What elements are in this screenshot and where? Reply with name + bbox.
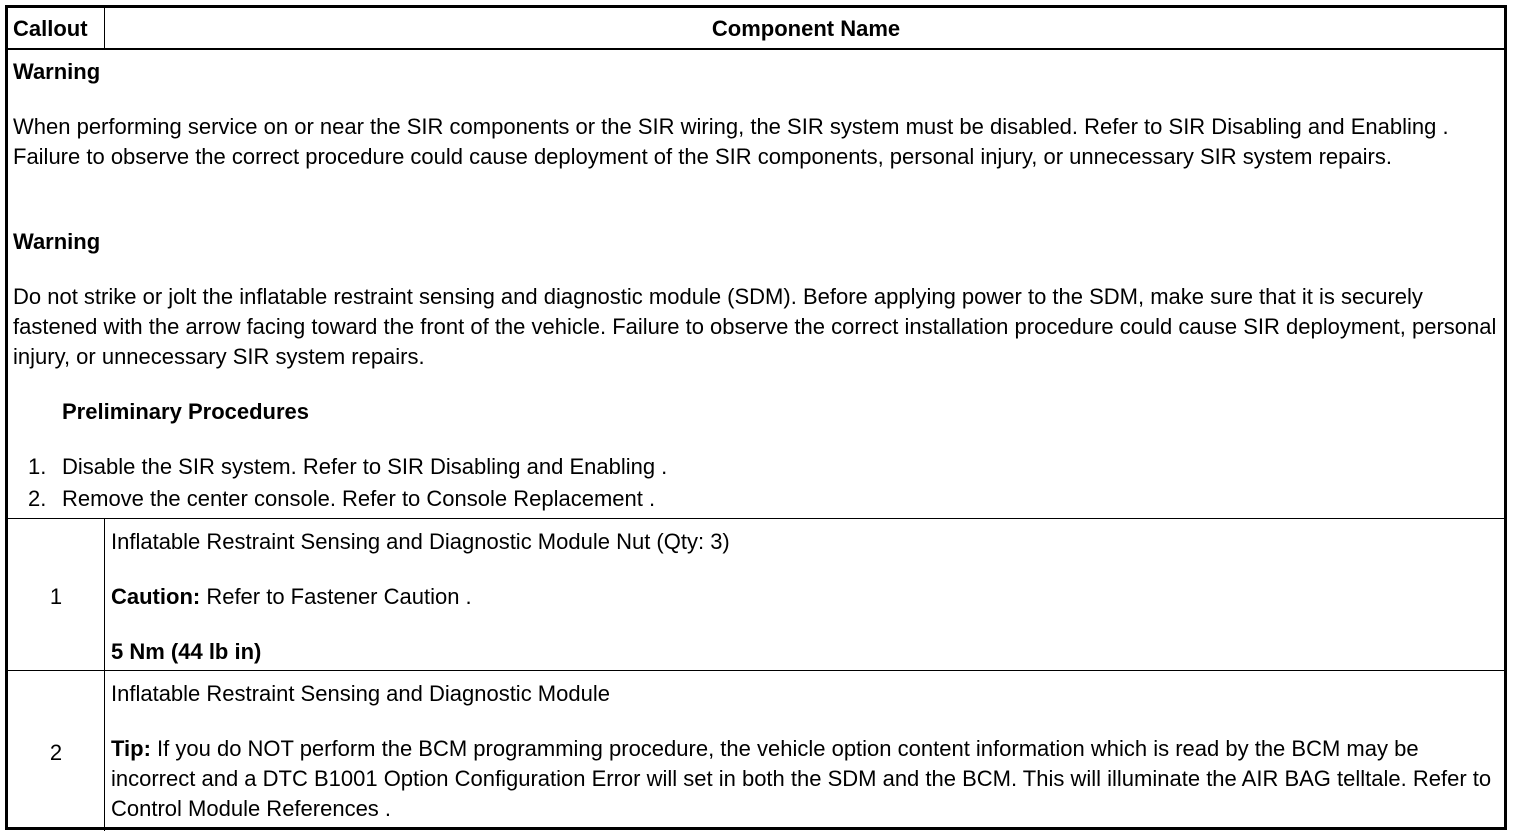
caution-text: Refer to Fastener Caution . (200, 584, 472, 609)
header-divider (104, 8, 105, 48)
header-bottom-line (8, 48, 1504, 50)
component-table (5, 5, 1507, 830)
step-number: 1. (28, 454, 47, 479)
header-component-name: Component Name (711, 16, 901, 41)
row-2-callout: 2 (49, 740, 63, 765)
step-number: 2. (28, 486, 47, 511)
tip-label: Tip: (111, 736, 151, 761)
row-1-component-name: Inflatable Restraint Sensing and Diagnostic Module Nut (Qty: 3) (111, 529, 730, 554)
tip-text: If you do NOT perform the BCM programming procedure, the vehicle option content information which is read by the BCM may be incorrect and a DTC B1001 Option Configuration Error will set in both the SDM and the BCM. This will illuminate the AIR BAG telltale. Refer to Control Module References . (111, 736, 1492, 821)
row-1-torque: 5 Nm (44 lb in) (111, 639, 262, 664)
row-2-tip (111, 734, 1506, 824)
warning-1-text: When performing service on or near the SIR components or the SIR wiring, the SIR system must be disabled. Refer to SIR Disabling and Enabling . Failure to observe the correct procedure could cause deployment of the SIR components, personal injury, or unnecessary SIR system repairs. (13, 114, 1449, 169)
warning-2-title: Warning (13, 229, 101, 254)
row-2-component-name: Inflatable Restraint Sensing and Diagnostic Module (111, 681, 610, 706)
warning-1-title: Warning (13, 59, 101, 84)
step-text: Remove the center console. Refer to Console Replacement . (62, 486, 656, 511)
preliminary-procedures-title: Preliminary Procedures (62, 399, 310, 424)
step-text: Disable the SIR system. Refer to SIR Disabling and Enabling . (62, 454, 668, 479)
row-1-callout: 1 (49, 584, 63, 609)
row-1-bottom-line (8, 670, 1504, 671)
row-2-divider (104, 671, 105, 831)
warning-2-text: Do not strike or jolt the inflatable restraint sensing and diagnostic module (SDM). Before applying power to the SDM, make sure that it is securely fastened with the arrow facing toward the front of the vehicle. Failure to observe the correct installation procedure could cause SIR deployment, personal injury, or unnecessary SIR system repairs. (13, 284, 1497, 369)
notes-bottom-line (8, 518, 1504, 519)
header-callout: Callout (13, 16, 88, 41)
caution-label: Caution: (111, 584, 201, 609)
row-1-caution (111, 582, 472, 612)
row-1-divider (104, 519, 105, 670)
